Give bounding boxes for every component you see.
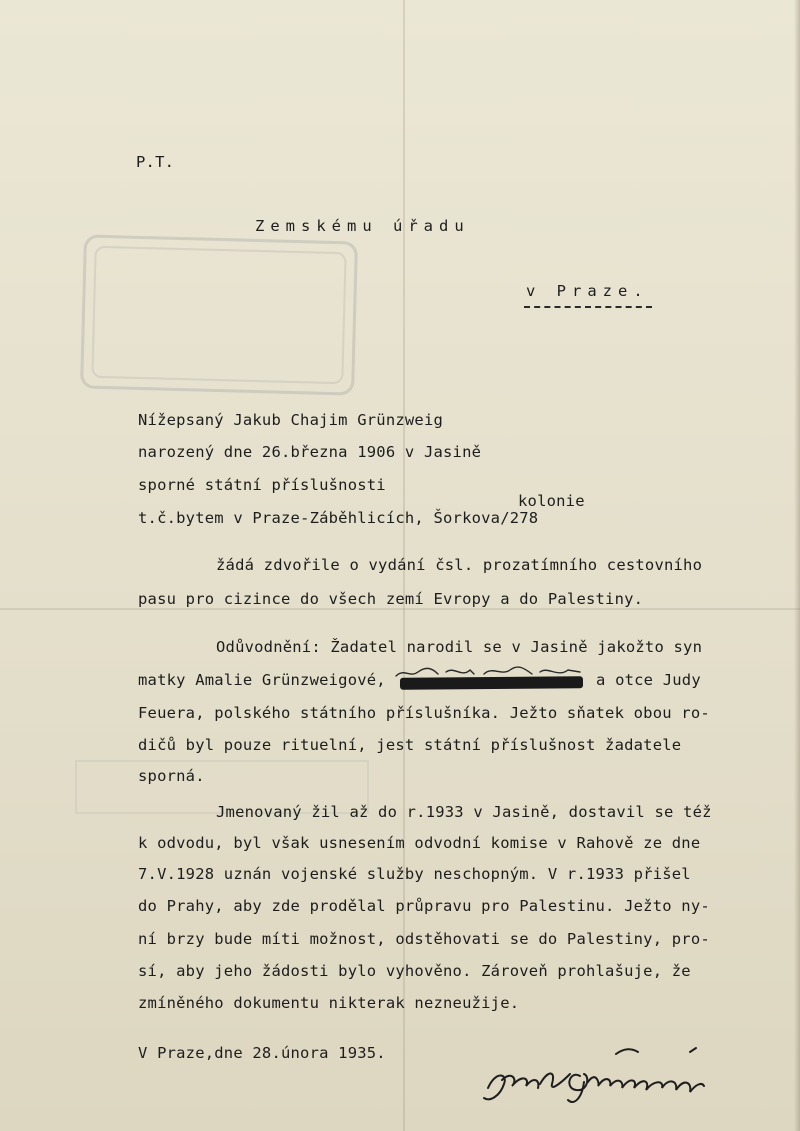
addressee-location: v Praze. (526, 282, 649, 300)
applicant-line-3: sporné státní příslušnosti (138, 476, 386, 494)
date-line: V Praze,dne 28.února 1935. (138, 1044, 386, 1062)
applicant-line-2: narozený dne 26.března 1906 v Jasině (138, 443, 482, 461)
body-line-2: k odvodu, byl však usnesením odvodní komise v Rahově ze dne (138, 834, 701, 852)
body-line-7: zmíněného dokumentu nikterak nezneužije. (138, 994, 520, 1012)
insertion-word: kolonie (518, 492, 585, 510)
reason-line-3: Feuera, polského státního příslušníka. Ježto sňatek obou ro- (138, 704, 710, 722)
request-line-1: žádá zdvořile o vydání čsl. prozatímního cestovního (216, 556, 703, 574)
reason-line-4: dičů byl pouze rituelní, jest státní příslušnost žadatele (138, 736, 682, 754)
reason-line-5: sporná. (138, 767, 205, 785)
addressee: Zemskému úřadu (255, 217, 470, 235)
reason-line-1: Odůvodnění: Žadatel narodil se v Jasině jakožto syn (216, 638, 703, 656)
faded-stamp-inner-border (91, 246, 346, 385)
handwritten-signature (478, 1040, 718, 1110)
body-line-3: 7.V.1928 uznán vojenské služby neschopným. V r.1933 přišel (138, 865, 691, 883)
reason-line-2a: matky Amalie Grünzweigové, (138, 671, 386, 689)
paper-fold-horizontal (0, 608, 800, 610)
body-line-6: sí, aby jeho žádosti bylo vyhověno. Zároveň prohlašuje, že (138, 962, 691, 980)
applicant-line-1: Nížepsaný Jakub Chajim Grünzweig (138, 411, 444, 429)
reason-line-2b: a otce Judy (596, 671, 701, 689)
location-underline (524, 306, 652, 308)
body-line-5: ní brzy bude míti možnost, odstěhovati se do Palestiny, pro- (138, 930, 710, 948)
applicant-line-4: t.č.bytem v Praze-Záběhlicích, Šorkova/278 (138, 509, 539, 527)
salutation: P.T. (136, 153, 175, 171)
faded-police-stamp (80, 234, 358, 395)
body-line-1: Jmenovaný žil až do r.1933 v Jasině, dostavil se též (216, 803, 712, 821)
redaction-bar (400, 676, 583, 690)
paper-edge-shadow (794, 0, 800, 1131)
request-line-2: pasu pro cizince do všech zemí Evropy a do Palestiny. (138, 590, 644, 608)
body-line-4: do Prahy, aby zde prodělal průpravu pro Palestinu. Ježto ny- (138, 897, 710, 915)
